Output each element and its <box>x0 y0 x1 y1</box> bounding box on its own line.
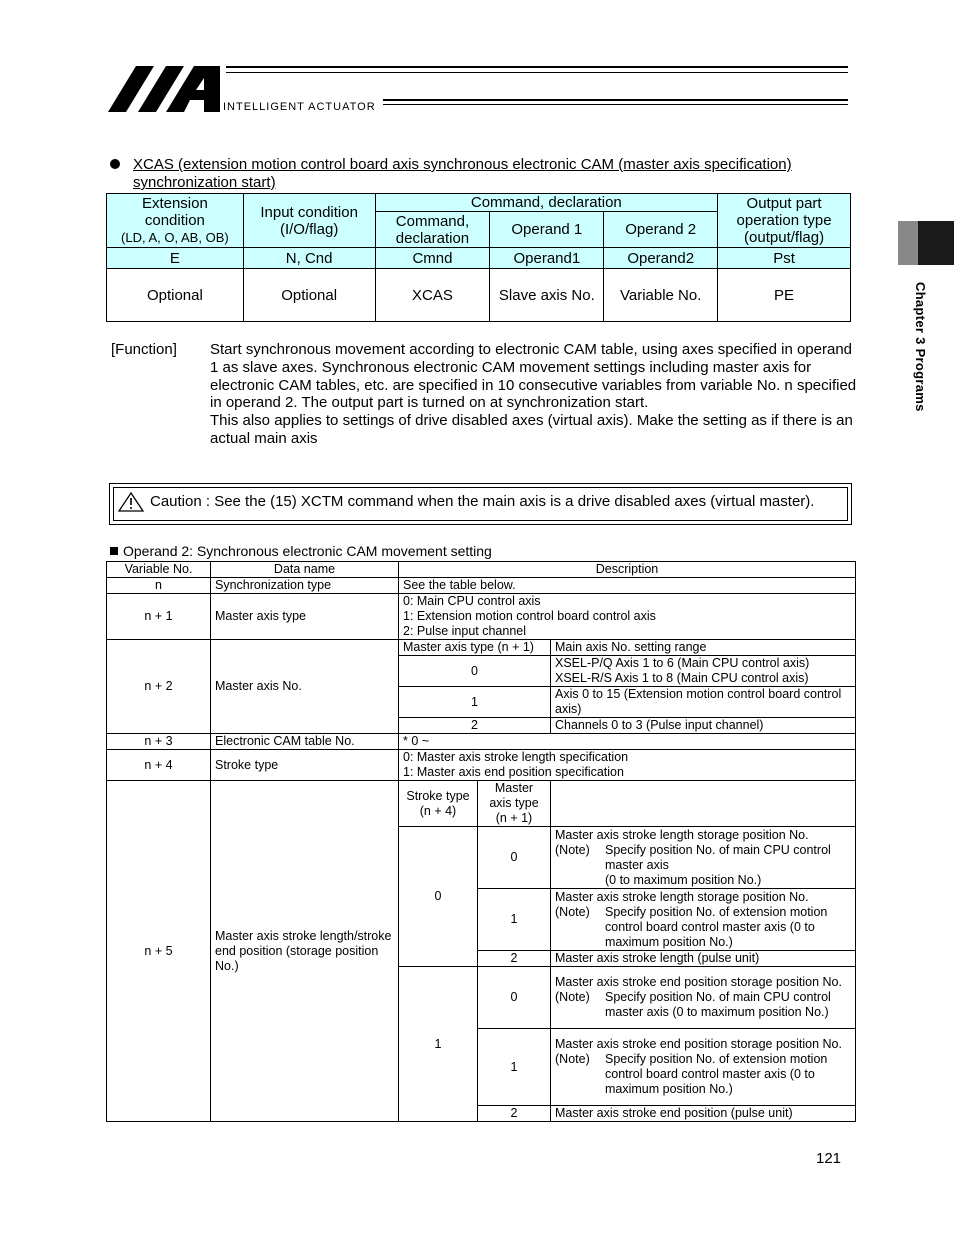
chapter-label: Chapter 3 Programs <box>913 282 928 412</box>
sub-cell: Master axis stroke length storage position No. (Note) Specify position No. of extension motion control board control master axis (0 to maximum position No.) <box>551 889 856 951</box>
abbr-cell: N, Cnd <box>243 248 375 269</box>
value-cell: Slave axis No. <box>490 269 604 322</box>
sub-cell: 0 <box>478 967 551 1029</box>
section-heading: XCAS (extension motion control board axis synchronous electronic CAM (master axis specification) synchronization start) <box>133 156 792 191</box>
sub-header-type: Master axis type (n + 1) <box>399 640 551 656</box>
table-row-name: Master axis type <box>211 594 399 640</box>
value-cell: Optional <box>243 269 375 322</box>
sub-header-mtype: Master axis type (n + 1) <box>478 781 551 827</box>
op-header-desc: Description <box>399 562 856 578</box>
sub-cell: 0 <box>399 656 551 687</box>
header-rule-top-2 <box>226 72 848 73</box>
function-text-1: Start synchronous movement according to electronic CAM table, using axes specified in operand 1 as slave axes. Synchronous electronic CAM movement settings including master axis for electronic CAM tables, etc. are specified in 10 consecutive variables from variable No. n specified in operand 2. The output part is turned on at synchronization start. <box>210 341 857 412</box>
value-cell: Variable No. <box>604 269 718 322</box>
sub-header-empty <box>551 781 856 827</box>
op-header-name: Data name <box>211 562 399 578</box>
header-output-part: Output part operation type (output/flag) <box>718 194 851 248</box>
header-input-condition: Input condition (I/O/flag) <box>243 194 375 248</box>
bullet-icon <box>110 159 120 169</box>
operand-title: Operand 2: Synchronous electronic CAM movement setting <box>110 543 492 559</box>
sub-cell: Master axis stroke length (pulse unit) <box>551 951 856 967</box>
sub-cell: XSEL-P/Q Axis 1 to 6 (Main CPU control axis) XSEL-R/S Axis 1 to 8 (Main CPU control axis) <box>551 656 856 687</box>
header-rule-bottom-1 <box>383 99 848 101</box>
abbr-cell: Operand1 <box>490 248 604 269</box>
sub-header-range: Main axis No. setting range <box>551 640 856 656</box>
table-row-var: n + 5 <box>107 781 211 1122</box>
table-row-desc: 0: Main CPU control axis 1: Extension motion control board control axis 2: Pulse input channel <box>399 594 856 640</box>
logo-wordmark: INTELLIGENT ACTUATOR <box>223 101 376 113</box>
table-row-var: n <box>107 578 211 594</box>
sub-cell: Channels 0 to 3 (Pulse input channel) <box>551 718 856 734</box>
sub-cell: 0 <box>399 827 478 967</box>
sub-cell: Master axis stroke length storage position No. (Note) Specify position No. of main CPU control master axis (0 to maximum position No.) <box>551 827 856 889</box>
header-rule-bottom-2 <box>383 104 848 105</box>
sub-cell: 1 <box>478 889 551 951</box>
sub-cell: 1 <box>399 967 478 1122</box>
sub-cell: Master axis stroke end position storage position No. (Note) Specify position No. of extension motion control board control master axis (0 to maximum position No.) <box>551 1029 856 1106</box>
table-row-var: n + 1 <box>107 594 211 640</box>
table-row-var: n + 2 <box>107 640 211 734</box>
sub-cell: Master axis stroke end position storage position No. (Note) Specify position No. of main CPU control master axis (0 to maximum position No.) <box>551 967 856 1029</box>
table-row-name: Synchronization type <box>211 578 399 594</box>
sub-cell: Axis 0 to 15 (Extension motion control board control axis) <box>551 687 856 718</box>
value-cell: PE <box>718 269 851 322</box>
table-row-var: n + 3 <box>107 734 211 750</box>
table-row-var: n + 4 <box>107 750 211 781</box>
table-row-name: Master axis stroke length/stroke end position (storage position No.) <box>211 781 399 1122</box>
sub-cell: 2 <box>399 718 551 734</box>
operand-table <box>106 561 856 1122</box>
chapter-tab-black <box>918 221 954 265</box>
value-cell: Optional <box>107 269 244 322</box>
header-operand1: Operand 1 <box>490 212 604 248</box>
company-logo <box>108 64 223 114</box>
abbr-cell: Pst <box>718 248 851 269</box>
square-bullet-icon <box>110 547 118 555</box>
table-row-name: Electronic CAM table No. <box>211 734 399 750</box>
table-row-name: Stroke type <box>211 750 399 781</box>
value-cell: XCAS <box>375 269 490 322</box>
function-label: [Function] <box>111 341 177 358</box>
sub-cell: 0 <box>478 827 551 889</box>
function-text-2: This also applies to settings of drive disabled axes (virtual axis). Make the setting as if there is an actual main axis <box>210 412 853 447</box>
table-row-name: Master axis No. <box>211 640 399 734</box>
warning-triangle-icon <box>118 492 144 512</box>
caution-text: Caution : See the (15) XCTM command when the main axis is a drive disabled axes (virtual master). <box>150 493 815 510</box>
sub-cell: 2 <box>478 951 551 967</box>
header-command: Command, declaration <box>375 212 490 248</box>
sub-cell: 1 <box>399 687 551 718</box>
function-description <box>210 341 860 448</box>
command-table <box>106 193 851 322</box>
sub-header-stroke: Stroke type (n + 4) <box>399 781 478 827</box>
sub-cell: 2 <box>478 1106 551 1122</box>
sub-cell: 1 <box>478 1029 551 1106</box>
header-command-group: Command, declaration <box>375 194 718 212</box>
table-row-desc: See the table below. <box>399 578 856 594</box>
abbr-cell: E <box>107 248 244 269</box>
abbr-cell: Cmnd <box>375 248 490 269</box>
abbr-cell: Operand2 <box>604 248 718 269</box>
chapter-tab-grey <box>898 221 920 265</box>
page-number: 121 <box>816 1150 842 1167</box>
op-header-var: Variable No. <box>107 562 211 578</box>
header-operand2: Operand 2 <box>604 212 718 248</box>
header-rule-top-1 <box>226 66 848 68</box>
sub-cell: Master axis stroke end position (pulse unit) <box>551 1106 856 1122</box>
table-row-desc: 0: Master axis stroke length specification 1: Master axis end position specification <box>399 750 856 781</box>
table-row-desc: * 0 ~ <box>399 734 856 750</box>
header-extension-condition: Extension condition (LD, A, O, AB, OB) <box>107 194 244 248</box>
